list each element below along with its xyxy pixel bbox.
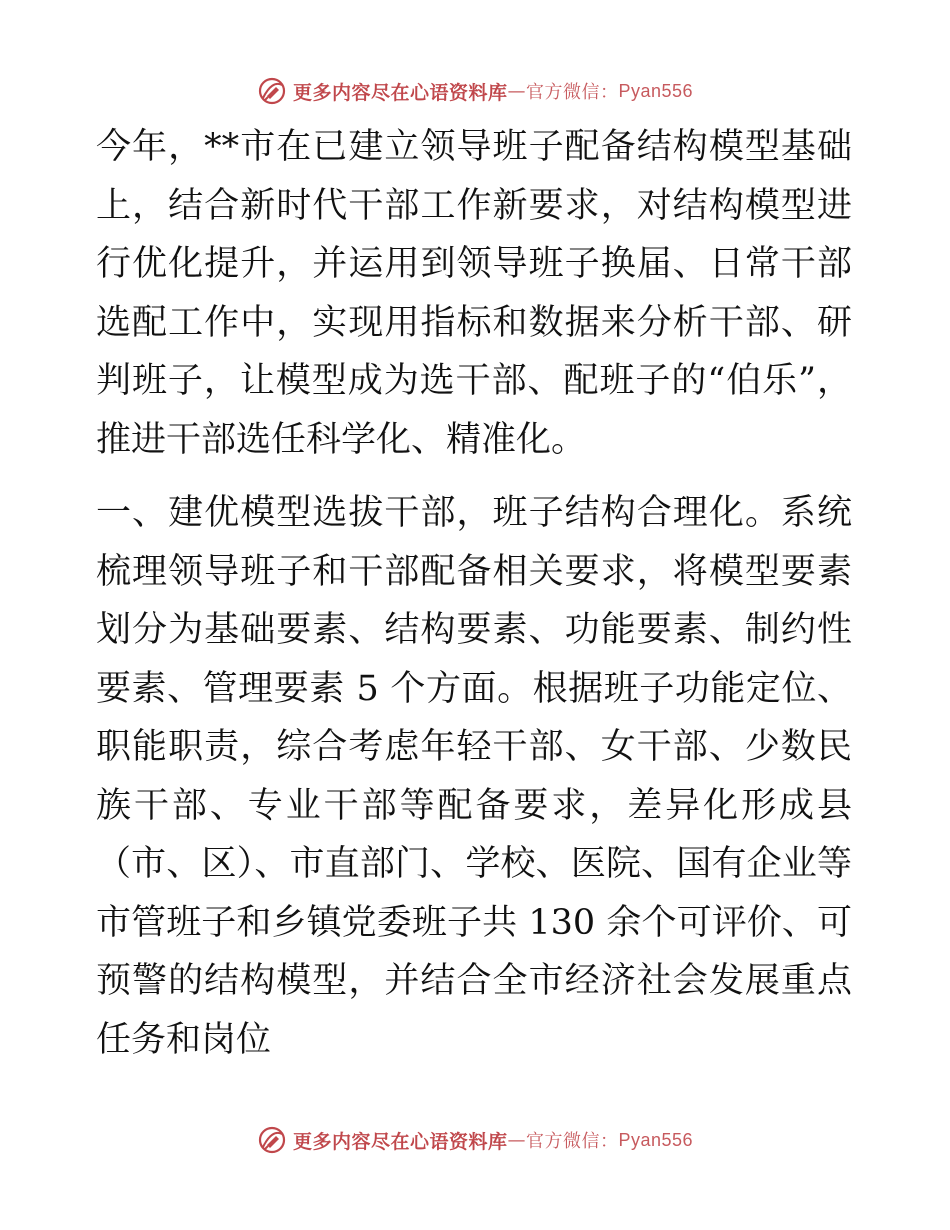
watermark-contact-label: 官方微信：: [525, 1131, 619, 1152]
footer-watermark: [0, 1123, 950, 1157]
watermark-separator: —: [507, 80, 526, 102]
document-body: [96, 118, 852, 1069]
watermark-text: 更多内容尽在心语资料库: [292, 81, 508, 104]
watermark-text: 更多内容尽在心语资料库: [292, 1130, 508, 1153]
pen-logo-icon: [257, 1125, 287, 1155]
paragraph-section-one: 一、建优模型选拔干部，班子结构合理化。系统梳理领导班子和干部配备相关要求，将模型要素划分为基础要素、结构要素、功能要素、制约性要素、管理要素 5 个方面。根据班子功能定位、职能职责，综合考虑年轻干部、女干部、少数民族干部、专业干部等配备要求，差异化形成县（市、区）、市直部门、学校、医院、国有企业等市管班子和乡镇党委班子共 130 余个可评价、可预警的结构模型，并结合全市经济社会发展重点任务和岗位: [96, 493, 852, 1060]
watermark-separator: —: [507, 1129, 526, 1151]
paragraph-intro: 今年，**市在已建立领导班子配备结构模型基础上，结合新时代干部工作新要求，对结构模型进行优化提升，并运用到领导班子换届、日常干部选配工作中，实现用指标和数据来分析干部、研判班子，让模型成为选干部、配班子的“伯乐”，推进干部选任科学化、精准化。: [96, 127, 852, 460]
pen-logo-icon: [257, 76, 287, 106]
watermark-contact-id: Pyan556: [618, 1129, 694, 1150]
header-watermark: [0, 74, 950, 108]
watermark-contact-id: Pyan556: [618, 80, 694, 101]
watermark-contact-label: 官方微信：: [525, 82, 619, 103]
